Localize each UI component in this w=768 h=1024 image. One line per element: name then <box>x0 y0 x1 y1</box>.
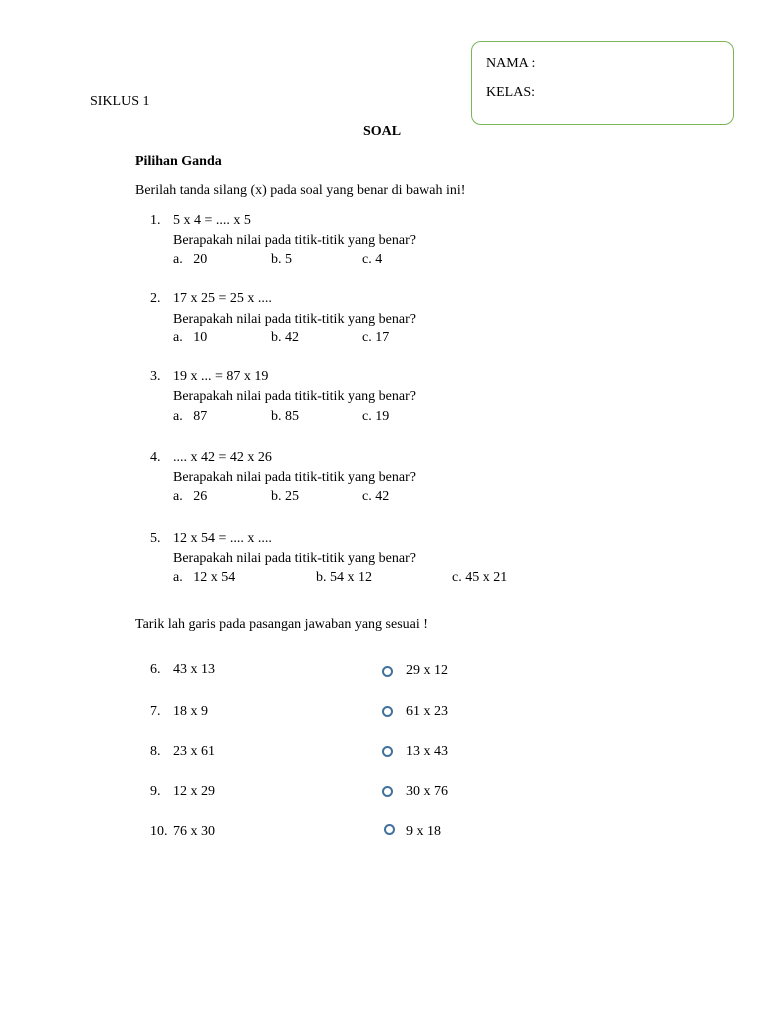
match-left-7-number: 7. <box>150 704 161 719</box>
question-number: 2. <box>150 291 161 306</box>
question-prompt: Berapakah nilai pada titik-titik yang benar? <box>173 233 416 248</box>
question-number: 3. <box>150 369 161 384</box>
question-text: 12 x 54 = .... x .... <box>173 531 272 546</box>
match-dot-icon <box>384 824 395 835</box>
option-b: b. 5 <box>271 252 292 267</box>
match-left-9-number: 9. <box>150 784 161 799</box>
siklus-label: SIKLUS 1 <box>90 94 150 109</box>
question-number: 5. <box>150 531 161 546</box>
question-prompt: Berapakah nilai pada titik-titik yang benar? <box>173 551 416 566</box>
match-dot-icon <box>382 666 393 677</box>
question-text: 5 x 4 = .... x 5 <box>173 213 251 228</box>
question-prompt: Berapakah nilai pada titik-titik yang benar? <box>173 389 416 404</box>
option-a: a. 87 <box>173 409 208 424</box>
match-instruction: Tarik lah garis pada pasangan jawaban yang sesuai ! <box>135 617 428 632</box>
match-right-1: 29 x 12 <box>406 663 448 678</box>
question-text: 19 x ... = 87 x 19 <box>173 369 269 384</box>
match-dot-icon <box>382 786 393 797</box>
match-left-10-number: 10. <box>150 824 168 839</box>
page-title: SOAL <box>363 124 402 139</box>
nama-label: NAMA : <box>486 56 536 71</box>
question-number: 1. <box>150 213 161 228</box>
mc-instruction: Berilah tanda silang (x) pada soal yang benar di bawah ini! <box>135 183 466 198</box>
match-left-6-number: 6. <box>150 662 161 677</box>
match-dot-icon <box>382 706 393 717</box>
question-text: 17 x 25 = 25 x .... <box>173 291 272 306</box>
question-prompt: Berapakah nilai pada titik-titik yang benar? <box>173 470 416 485</box>
question-prompt: Berapakah nilai pada titik-titik yang benar? <box>173 312 416 327</box>
match-left-8: 23 x 61 <box>173 744 215 759</box>
match-right-5: 9 x 18 <box>406 824 441 839</box>
option-a: a. 12 x 54 <box>173 570 236 585</box>
match-dot-icon <box>382 746 393 757</box>
match-left-8-number: 8. <box>150 744 161 759</box>
match-right-3: 13 x 43 <box>406 744 448 759</box>
match-left-9: 12 x 29 <box>173 784 215 799</box>
question-text: .... x 42 = 42 x 26 <box>173 450 272 465</box>
option-c: c. 42 <box>362 489 390 504</box>
option-c: c. 4 <box>362 252 383 267</box>
section-heading-pilihan-ganda: Pilihan Ganda <box>135 154 222 169</box>
match-right-2: 61 x 23 <box>406 704 448 719</box>
question-number: 4. <box>150 450 161 465</box>
option-b: b. 25 <box>271 489 299 504</box>
option-b: b. 85 <box>271 409 299 424</box>
option-c: c. 17 <box>362 330 390 345</box>
kelas-label: KELAS: <box>486 85 535 100</box>
match-left-10: 76 x 30 <box>173 824 215 839</box>
student-info-box <box>471 41 734 125</box>
option-b: b. 54 x 12 <box>316 570 372 585</box>
option-a: a. 10 <box>173 330 208 345</box>
match-left-6: 43 x 13 <box>173 662 215 677</box>
option-a: a. 20 <box>173 252 208 267</box>
option-b: b. 42 <box>271 330 299 345</box>
option-c: c. 19 <box>362 409 390 424</box>
match-right-4: 30 x 76 <box>406 784 448 799</box>
option-c: c. 45 x 21 <box>452 570 508 585</box>
option-a: a. 26 <box>173 489 208 504</box>
match-left-7: 18 x 9 <box>173 704 208 719</box>
